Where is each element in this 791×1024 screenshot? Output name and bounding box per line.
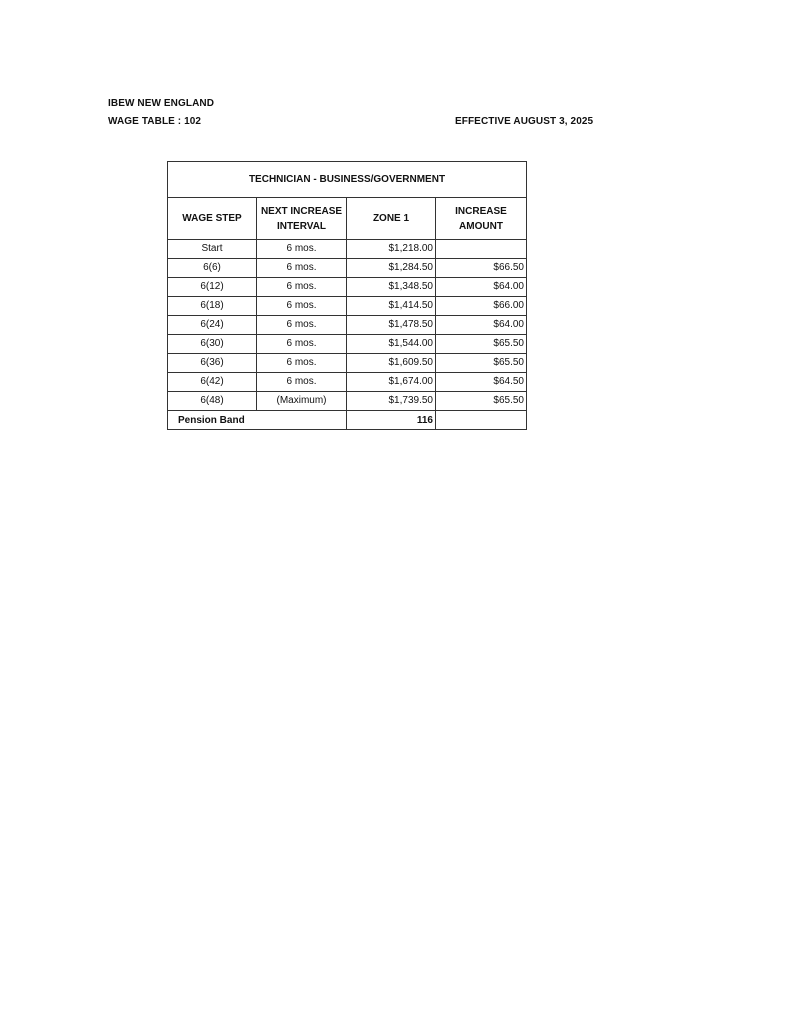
wage-table-number: WAGE TABLE : 102 [108,116,202,127]
zone1-cell: $1,609.50 [347,354,436,373]
wage-step-cell: 6(18) [168,297,257,316]
table-row [168,335,527,354]
zone1-cell: $1,739.50 [347,392,436,411]
interval-cell: 6 mos. [257,316,347,335]
col-header-interval-line1: NEXT INCREASE [260,205,343,217]
effective-date: EFFECTIVE AUGUST 3, 2025 [455,116,594,127]
increase-cell: $66.50 [436,259,527,278]
increase-cell: $64.00 [436,278,527,297]
wage-table [167,161,527,430]
zone1-cell: $1,478.50 [347,316,436,335]
interval-cell: 6 mos. [257,240,347,259]
interval-cell: 6 mos. [257,335,347,354]
zone1-cell: $1,218.00 [347,240,436,259]
interval-cell: 6 mos. [257,354,347,373]
wage-step-cell: 6(24) [168,316,257,335]
col-header-wage-step: WAGE STEP [168,198,257,240]
interval-cell: 6 mos. [257,278,347,297]
interval-cell: 6 mos. [257,259,347,278]
table-row [168,316,527,335]
increase-cell: $64.00 [436,316,527,335]
increase-cell [436,240,527,259]
zone1-cell: $1,348.50 [347,278,436,297]
zone1-cell: $1,284.50 [347,259,436,278]
zone1-cell: $1,414.50 [347,297,436,316]
table-row [168,240,527,259]
col-header-increase-line1: INCREASE [455,205,507,217]
interval-cell: 6 mos. [257,373,347,392]
table-row [168,259,527,278]
col-header-next-increase-interval [257,198,347,240]
wage-step-cell: 6(42) [168,373,257,392]
increase-cell: $65.50 [436,335,527,354]
table-row [168,354,527,373]
col-header-zone-1: ZONE 1 [347,198,436,240]
col-header-increase-line2: AMOUNT [459,220,503,232]
col-header-increase-amount [436,198,527,240]
increase-cell: $64.50 [436,373,527,392]
wage-step-cell: 6(12) [168,278,257,297]
zone1-cell: $1,544.00 [347,335,436,354]
col-header-interval-line2: INTERVAL [276,220,327,232]
table-row [168,297,527,316]
zone1-cell: $1,674.00 [347,373,436,392]
interval-cell: 6 mos. [257,297,347,316]
table-row [168,373,527,392]
wage-step-cell: 6(48) [168,392,257,411]
table-row [168,392,527,411]
increase-cell: $65.50 [436,354,527,373]
wage-step-cell: 6(6) [168,259,257,278]
pension-band-label: Pension Band [168,411,347,430]
wage-step-cell: 6(36) [168,354,257,373]
wage-step-cell: 6(30) [168,335,257,354]
pension-band-empty-cell [436,411,527,430]
pension-band-row [168,411,527,430]
increase-cell: $66.00 [436,297,527,316]
interval-cell: (Maximum) [257,392,347,411]
pension-band-value: 116 [347,411,436,430]
increase-cell: $65.50 [436,392,527,411]
organization-name: IBEW NEW ENGLAND [108,98,215,109]
table-row [168,278,527,297]
table-title: TECHNICIAN - BUSINESS/GOVERNMENT [168,162,527,198]
wage-step-cell: Start [168,240,257,259]
